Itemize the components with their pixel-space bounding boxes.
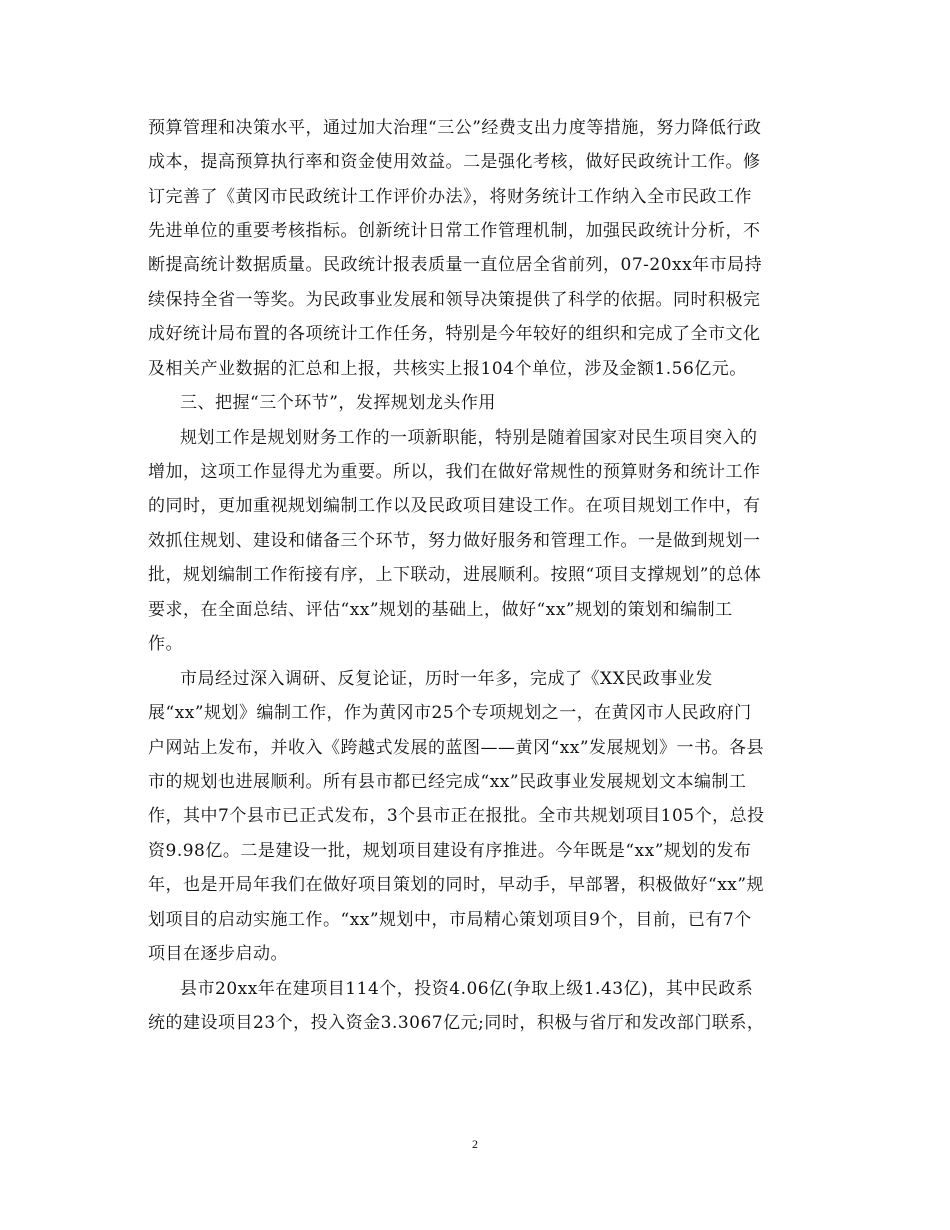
text-line: 作，其中7个县市已正式发布，3个县市正在报批。全市共规划项目105个，总投 (148, 806, 765, 826)
text-line: 成本，提高预算执行率和资金使用效益。二是强化考核，做好民政统计工作。修 (148, 152, 761, 172)
text-line: 订完善了《黄冈市民政统计工作评价办法》，将财务统计工作纳入全市民政工作 (148, 187, 752, 207)
text-line: 预算管理和决策水平，通过加大治理“三公”经费支出力度等措施，努力降低行政 (148, 118, 762, 138)
page-number: 2 (472, 1137, 478, 1151)
text-line: 年，也是开局年我们在做好项目策划的同时，早动手，早部署，积极做好“xx”规 (148, 875, 765, 895)
text-line: 资9.98亿。二是建设一批，规划项目建设有序推进。今年既是“xx”规划的发布 (148, 841, 752, 861)
text-line: 市的规划也进展顺利。所有县市都已经完成“xx”民政事业发展规划文本编制工 (148, 772, 747, 792)
text-line: 展“xx”规划》编制工作，作为黄冈市25个专项规划之一，在黄冈市人民政府门 (148, 703, 752, 723)
text-line: 批，规划编制工作衔接有序，上下联动，进展顺利。按照“项目支撑规划”的总体 (148, 565, 762, 585)
text-line: 划项目的启动实施工作。“xx”规划中，市局精心策划项目9个，目前，已有7个 (148, 910, 752, 930)
text-line: 项目在逐步启动。 (148, 944, 288, 964)
text-line: 统的建设项目23个，投入资金3.3067亿元;同时，积极与省厅和发改部门联系， (148, 1013, 765, 1033)
text-line: 效抓住规划、建设和储备三个环节，努力做好服务和管理工作。一是做到规划一 (148, 531, 761, 551)
text-line: 作。 (148, 634, 183, 654)
text-line: 户网站上发布，并收入《跨越式发展的蓝图——黄冈“xx”发展规划》一书。各县 (148, 738, 765, 758)
text-line: 及相关产业数据的汇总和上报，共核实上报104个单位，涉及金额1.56亿元。 (148, 359, 747, 379)
text-line: 续保持全省一等奖。为民政事业发展和领导决策提供了科学的依据。同时积极完 (148, 290, 761, 310)
text-line: 县市20xx年在建项目114个，投资4.06亿(争取上级1.43亿)，其中民政系 (180, 979, 754, 999)
text-line: 要求，在全面总结、评估“xx”规划的基础上，做好“xx”规划的策划和编制工 (148, 600, 733, 620)
text-line: 成好统计局布置的各项统计工作任务，特别是今年较好的组织和完成了全市文化 (148, 324, 761, 344)
text-line: 增加，这项工作显得尤为重要。所以，我们在做好常规性的预算财务和统计工作 (148, 462, 761, 482)
text-line: 规划工作是规划财务工作的一项新职能，特别是随着国家对民生项目突入的 (180, 428, 758, 448)
text-line: 先进单位的重要考核指标。创新统计日常工作管理机制，加强民政统计分析，不 (148, 221, 761, 241)
text-line: 市局经过深入调研、反复论证，历时一年多，完成了《XX民政事业发 (180, 669, 713, 689)
section-heading: 三、把握“三个环节”，发挥规划龙头作用 (180, 393, 496, 413)
text-line: 的同时，更加重视规划编制工作以及民政项目建设工作。在项目规划工作中，有 (148, 496, 761, 516)
text-line: 断提高统计数据质量。民政统计报表质量一直位居全省前列，07-20xx年市局持 (148, 255, 763, 275)
